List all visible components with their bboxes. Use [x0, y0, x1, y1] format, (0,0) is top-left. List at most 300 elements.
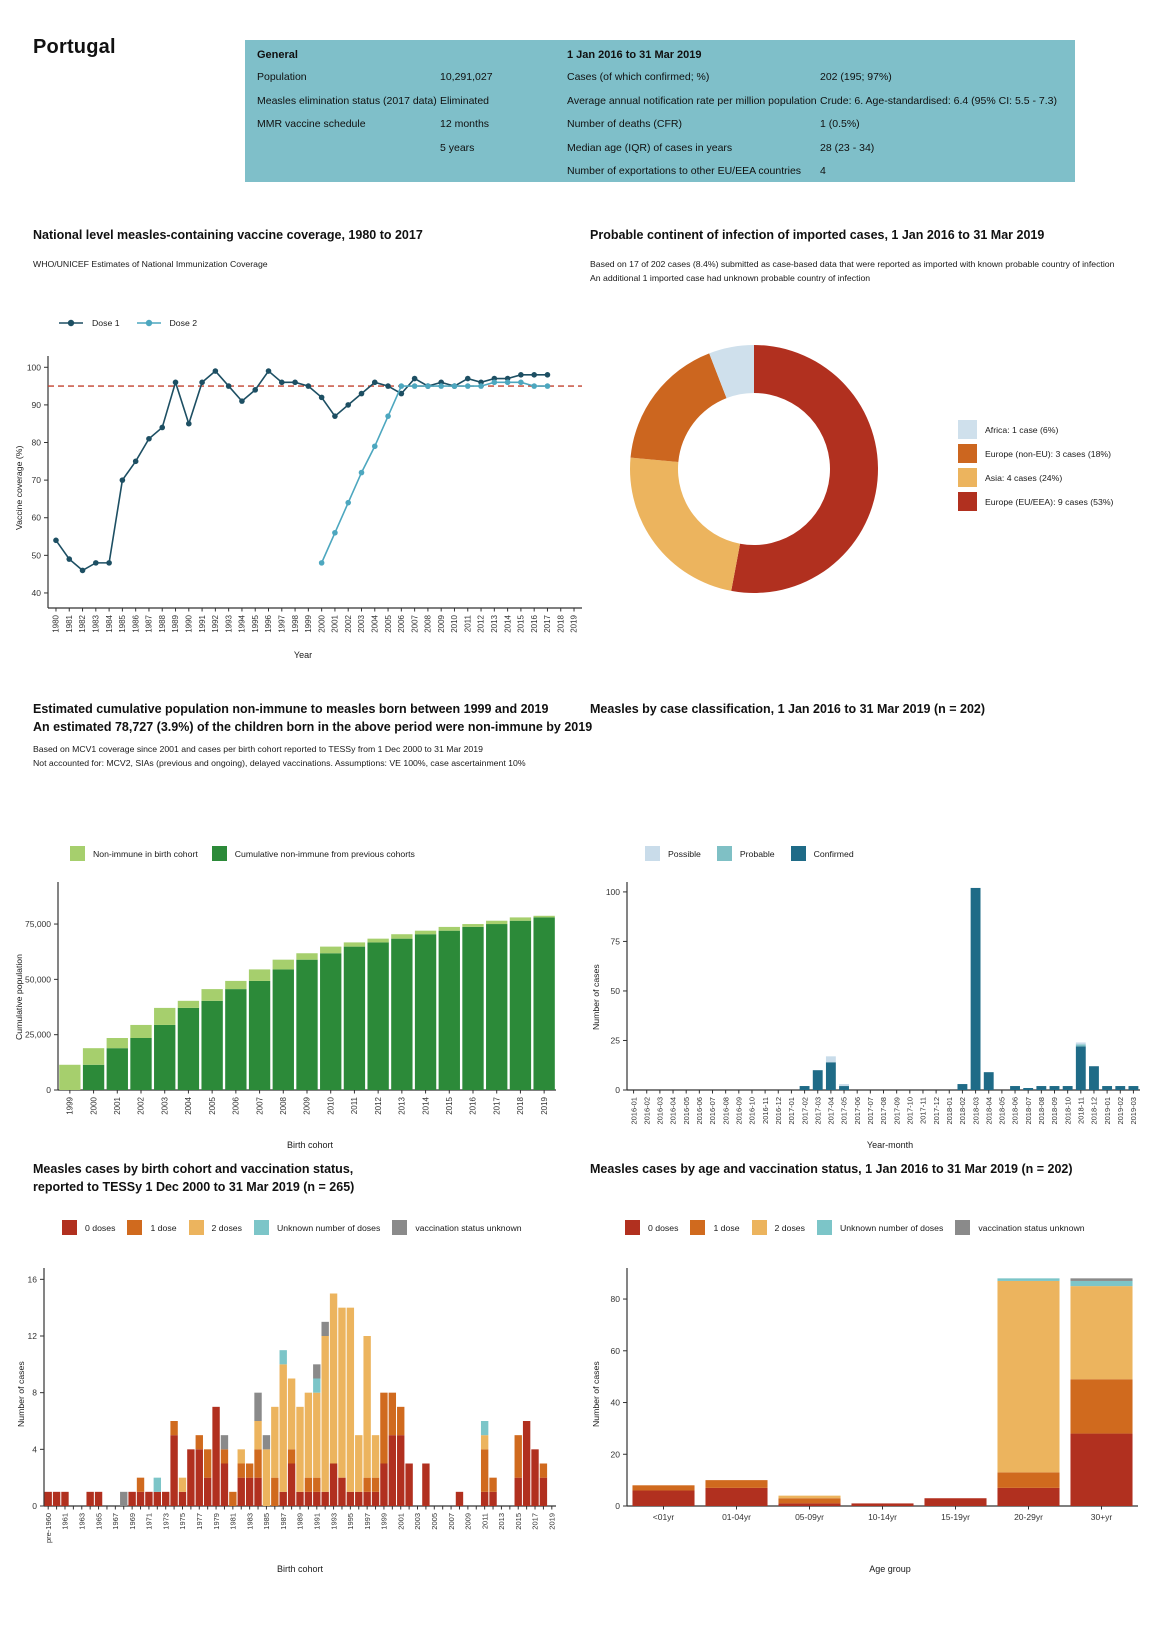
bar-segment: [380, 1464, 387, 1507]
bar-segment: [531, 1449, 538, 1506]
bar-segment: [179, 1478, 186, 1492]
legend-item: [254, 1220, 380, 1235]
x-tick-label: 2018-10: [1063, 1097, 1073, 1125]
chart-subtitle: Based on 17 of 202 cases (8.4%) submitted as case-based data that were reported as imported with known probable country of infection: [590, 259, 1115, 269]
legend-item: [817, 1220, 943, 1235]
bar-segment: [1089, 1066, 1099, 1090]
bar-segment: [321, 1492, 328, 1506]
legend-item: [62, 1220, 115, 1235]
bar-segment: [415, 931, 436, 935]
legend-swatch: [958, 444, 977, 463]
x-axis-label: Year: [293, 650, 313, 660]
bar-segment: [924, 1498, 986, 1506]
bar-segment: [363, 1336, 370, 1478]
legend-swatch: [791, 846, 806, 861]
x-tick-label: 1989: [295, 1513, 305, 1530]
bar-segment: [137, 1478, 144, 1492]
bar-segment: [1128, 1086, 1138, 1090]
data-point: [53, 537, 59, 543]
data-point: [465, 376, 471, 382]
x-tick-label: 2005: [383, 615, 393, 633]
legend-label: Possible: [668, 848, 701, 859]
x-tick-label: 1969: [127, 1513, 137, 1530]
bar-segment: [313, 1364, 320, 1378]
x-tick-label: 2013: [497, 1513, 507, 1530]
chart-subtitle: Based on MCV1 coverage since 2001 and cases per birth cohort reported to TESSy from 1 Dec 2000 to 31 Mar 2019: [33, 744, 483, 754]
info-label: MMR vaccine schedule: [257, 118, 366, 130]
nonimmune-plot: [10, 872, 570, 1160]
y-tick-label: 16: [27, 1274, 37, 1285]
x-tick-label: 2016-08: [721, 1097, 731, 1125]
legend-swatch: [62, 1220, 77, 1235]
data-point: [518, 380, 524, 386]
bar-segment: [107, 1038, 128, 1048]
bar-segment: [344, 947, 365, 1090]
legend-swatch: [189, 1220, 204, 1235]
x-tick-label: 1989: [171, 615, 181, 633]
bar-segment: [296, 953, 317, 959]
x-tick-label: 2013: [397, 1097, 407, 1115]
legend-label: 2 doses: [774, 1222, 805, 1233]
bar-segment: [481, 1449, 488, 1492]
x-tick-label: 2017-07: [866, 1097, 876, 1125]
data-point: [306, 383, 312, 389]
x-tick-label: 2017-01: [787, 1097, 797, 1125]
y-axis-label: Number of cases: [591, 1361, 601, 1427]
x-tick-label: pre-1960: [43, 1513, 53, 1544]
x-tick-label: 2017-02: [800, 1097, 810, 1125]
legend-item: [127, 1220, 176, 1235]
bar-segment: [229, 1492, 236, 1506]
info-row: [567, 118, 1072, 142]
bar-segment: [347, 1492, 354, 1506]
bar-segment: [1070, 1286, 1132, 1379]
x-tick-label: 2011: [350, 1097, 360, 1115]
legend-item: [645, 846, 701, 861]
x-tick-label: 1961: [60, 1513, 70, 1530]
bar-segment: [53, 1492, 60, 1506]
bar-segment: [221, 1449, 228, 1463]
legend-item: [958, 492, 1113, 511]
bar-segment: [439, 931, 460, 1090]
data-point: [438, 383, 444, 389]
info-row: [257, 95, 569, 119]
bar-segment: [1023, 1088, 1033, 1090]
info-value: 202 (195; 97%): [820, 71, 892, 83]
bar-segment: [95, 1492, 102, 1506]
legend-swatch: [625, 1220, 640, 1235]
chart-title: National level measles-containing vaccine coverage, 1980 to 2017: [33, 228, 423, 242]
chart-title: An estimated 78,727 (3.9%) of the children born in the above period were non-immune by 2019: [33, 720, 593, 734]
nonimmune-legend: [70, 846, 415, 861]
bar-segment: [405, 1464, 412, 1507]
summary-info-box: [245, 40, 1075, 182]
x-tick-label: 2010: [326, 1097, 336, 1115]
info-row: [567, 165, 1072, 189]
legend-line-marker: [136, 318, 162, 328]
bar-segment: [178, 1008, 199, 1090]
x-tick-label: 30+yr: [1090, 1512, 1113, 1522]
bar-segment: [826, 1062, 836, 1090]
bar-segment: [486, 921, 507, 924]
data-point: [186, 421, 192, 427]
bar-segment: [540, 1464, 547, 1478]
bar-segment: [170, 1421, 177, 1435]
x-tick-label: 1991: [312, 1513, 322, 1530]
bar-segment: [254, 1421, 261, 1449]
y-tick-label: 0: [615, 1501, 620, 1511]
data-point: [412, 383, 418, 389]
data-point: [146, 436, 152, 442]
continent-legend: [958, 420, 1113, 516]
data-point: [465, 383, 471, 389]
x-tick-label: 2017-11: [918, 1097, 928, 1124]
x-tick-label: 2016-11: [760, 1097, 770, 1124]
x-tick-label: 2004: [184, 1097, 194, 1115]
x-tick-label: 2017-05: [839, 1097, 849, 1125]
data-point: [332, 413, 338, 419]
legend-swatch: [392, 1220, 407, 1235]
info-label: Average annual notification rate per million population: [567, 94, 817, 107]
bar-segment: [130, 1025, 151, 1038]
bar-segment: [826, 1056, 836, 1062]
y-tick-label: 25,000: [25, 1029, 51, 1040]
x-tick-label: 2000: [89, 1097, 99, 1115]
bar-segment: [397, 1435, 404, 1506]
x-tick-label: 1981: [228, 1513, 238, 1530]
x-tick-label: 2019: [539, 1097, 549, 1115]
bar-segment: [632, 1485, 694, 1490]
info-row: [257, 71, 569, 95]
data-point: [173, 380, 179, 386]
legend-item: [136, 318, 198, 328]
x-tick-label: 2008: [278, 1097, 288, 1115]
bar-segment: [196, 1435, 203, 1449]
bar-segment: [391, 939, 412, 1090]
x-tick-label: 1997: [362, 1513, 372, 1530]
x-tick-label: 2014: [503, 615, 513, 633]
bar-segment: [344, 942, 365, 946]
bar-segment: [1102, 1086, 1112, 1090]
bar-segment: [178, 1001, 199, 1008]
x-tick-label: 1999: [379, 1513, 389, 1530]
data-point: [159, 425, 165, 431]
y-tick-label: 50: [31, 550, 41, 561]
x-tick-label: 1999: [304, 615, 314, 633]
bar-segment: [851, 1503, 913, 1506]
cohort-legend: [62, 1220, 522, 1235]
chart-title: Measles cases by age and vaccination status, 1 Jan 2016 to 31 Mar 2019 (n = 202): [590, 1162, 1073, 1176]
legend-label: 0 doses: [648, 1222, 679, 1233]
x-tick-label: 2014: [421, 1097, 431, 1115]
age-legend: [625, 1220, 1085, 1235]
x-tick-label: 1993: [224, 615, 234, 633]
info-period-column: [567, 49, 1072, 189]
x-tick-label: 2017-06: [852, 1097, 862, 1125]
bar-segment: [154, 1025, 175, 1090]
x-tick-label: 2016-04: [668, 1097, 678, 1125]
x-tick-label: 2016-05: [681, 1097, 691, 1125]
x-tick-label: 1983: [91, 615, 101, 633]
legend-swatch: [958, 420, 977, 439]
legend-label: Unknown number of doses: [276, 1222, 381, 1233]
bar-segment: [330, 1294, 337, 1464]
bar-segment: [456, 1492, 463, 1506]
cohort-chart-section: [10, 1162, 570, 1636]
bar-segment: [187, 1449, 194, 1506]
coverage-plot: [10, 344, 596, 674]
bar-segment: [288, 1464, 295, 1507]
bar-segment: [489, 1478, 496, 1492]
x-tick-label: 1996: [264, 615, 274, 633]
bar-segment: [355, 1435, 362, 1492]
x-tick-label: 1980: [51, 615, 61, 633]
x-tick-label: 2015: [513, 1513, 523, 1530]
legend-item: [958, 444, 1113, 463]
info-row: [567, 71, 1072, 95]
bar-segment: [280, 1350, 287, 1364]
x-tick-label: 20-29yr: [1014, 1512, 1043, 1522]
bar-segment: [462, 927, 483, 1090]
data-point: [478, 383, 484, 389]
data-point: [531, 383, 537, 389]
legend-label: Asia: 4 cases (24%): [985, 472, 1063, 483]
bar-segment: [367, 939, 388, 943]
info-label: Median age (IQR) of cases in years: [567, 141, 733, 154]
cohort-plot-slot: [10, 1254, 570, 1589]
bar-segment: [997, 1278, 1059, 1281]
cohort-plot: [10, 1254, 570, 1584]
bar-segment: [1115, 1086, 1125, 1090]
y-tick-label: 12: [27, 1331, 37, 1341]
legend-item: [189, 1220, 242, 1235]
donut-slice: [631, 353, 727, 462]
chart-title: Estimated cumulative population non-immune to measles born between 1999 and 2019: [33, 702, 549, 716]
data-point: [492, 380, 498, 386]
x-tick-label: 05-09yr: [795, 1512, 824, 1522]
data-point: [345, 500, 351, 506]
y-tick-label: 75,000: [25, 919, 51, 930]
bar-segment: [984, 1072, 994, 1090]
bar-segment: [154, 1008, 175, 1025]
x-axis-label: Year-month: [866, 1140, 914, 1150]
page-title: Portugal: [33, 36, 116, 58]
legend-swatch: [70, 846, 85, 861]
x-tick-label: 1967: [111, 1513, 121, 1530]
bar-segment: [128, 1492, 135, 1506]
y-tick-label: 90: [31, 399, 41, 410]
bar-segment: [201, 1001, 222, 1090]
x-tick-label: 1995: [250, 615, 260, 633]
data-point: [399, 383, 405, 389]
chart-title: Probable continent of infection of imported cases, 1 Jan 2016 to 31 Mar 2019: [590, 228, 1045, 242]
info-value: 1 (0.5%): [820, 118, 860, 130]
bar-segment: [273, 969, 294, 1090]
legend-item: [690, 1220, 739, 1235]
x-tick-label: 1981: [64, 615, 74, 633]
y-tick-label: 0: [615, 1085, 620, 1095]
legend-item: [958, 468, 1113, 487]
y-tick-label: 70: [31, 475, 41, 486]
info-row: [567, 95, 1072, 119]
x-tick-label: 2019-01: [1102, 1097, 1112, 1125]
bar-segment: [254, 1449, 261, 1477]
classification-plot-slot: [585, 872, 1150, 1165]
legend-swatch: [254, 1220, 269, 1235]
x-tick-label: 2015: [516, 615, 526, 633]
x-tick-label: 2018-09: [1050, 1097, 1060, 1125]
bar-segment: [338, 1308, 345, 1478]
data-point: [359, 470, 365, 476]
x-tick-label: 2010: [450, 615, 460, 633]
legend-swatch: [752, 1220, 767, 1235]
x-tick-label: 1992: [211, 615, 221, 633]
bar-segment: [389, 1435, 396, 1506]
x-tick-label: 2000: [317, 615, 327, 633]
x-tick-label: 2006: [397, 615, 407, 633]
bar-segment: [212, 1407, 219, 1506]
legend-swatch: [212, 846, 227, 861]
bar-segment: [288, 1449, 295, 1463]
x-tick-label: 2004: [370, 615, 380, 633]
data-point: [372, 443, 378, 449]
info-label: Number of exportations to other EU/EEA countries: [567, 165, 802, 177]
data-point: [385, 383, 391, 389]
bar-segment: [1076, 1042, 1086, 1044]
x-tick-label: 2009: [302, 1097, 312, 1115]
bar-segment: [45, 1492, 52, 1506]
chart-subtitle: Not accounted for: MCV2, SIAs (previous and ongoing), delayed vaccinations. Assumptions: VE 100%, case ascertainment 10%: [33, 758, 526, 768]
data-point: [518, 372, 524, 378]
x-tick-label: 2017-03: [813, 1097, 823, 1125]
data-point: [345, 402, 351, 408]
legend-item: [717, 846, 775, 861]
chart-title: Measles by case classification, 1 Jan 2016 to 31 Mar 2019 (n = 202): [590, 702, 986, 716]
data-point: [133, 459, 139, 465]
bar-segment: [249, 981, 270, 1090]
x-tick-label: 2016-07: [708, 1097, 718, 1125]
x-tick-label: 2018: [556, 615, 566, 633]
legend-swatch: [690, 1220, 705, 1235]
x-tick-label: 2017-04: [826, 1097, 836, 1125]
x-tick-label: 15-19yr: [941, 1512, 970, 1522]
x-tick-label: 2001: [112, 1097, 122, 1115]
bar-segment: [137, 1492, 144, 1506]
bar-segment: [330, 1464, 337, 1507]
chart-title: reported to TESSy 1 Dec 2000 to 31 Mar 2019 (n = 265): [33, 1180, 355, 1194]
y-tick-label: 40: [610, 1397, 620, 1408]
age-chart-section: [585, 1162, 1155, 1636]
bar-segment: [238, 1464, 245, 1478]
data-point: [199, 380, 205, 386]
bar-segment: [320, 953, 341, 1090]
x-tick-label: 10-14yr: [868, 1512, 897, 1522]
bar-segment: [389, 1393, 396, 1436]
bar-segment: [515, 1435, 522, 1478]
bar-segment: [254, 1393, 261, 1421]
y-tick-label: 0: [46, 1085, 51, 1095]
bar-segment: [320, 947, 341, 954]
data-point: [505, 380, 511, 386]
data-point: [213, 368, 219, 374]
x-tick-label: 2011: [463, 615, 473, 633]
bar-segment: [86, 1492, 93, 1506]
x-tick-label: 2005: [207, 1097, 217, 1115]
bar-segment: [1010, 1086, 1020, 1090]
bar-segment: [321, 1336, 328, 1492]
nonimmune-chart-section: [10, 690, 593, 1160]
bar-segment: [540, 1478, 547, 1506]
info-period-title: 1 Jan 2016 to 31 Mar 2019: [567, 49, 702, 61]
x-tick-label: 2016-10: [747, 1097, 757, 1125]
info-general-title: General: [257, 49, 298, 61]
x-tick-label: 2008: [423, 615, 433, 633]
y-tick-label: 75: [610, 936, 620, 947]
classification-legend: [645, 846, 854, 861]
legend-label: Unknown number of doses: [839, 1222, 944, 1233]
bar-segment: [372, 1478, 379, 1492]
bar-segment: [221, 1435, 228, 1449]
x-tick-label: 2018-12: [1089, 1097, 1099, 1125]
bar-segment: [1076, 1044, 1086, 1046]
bar-segment: [481, 1421, 488, 1435]
bar-segment: [778, 1503, 840, 1506]
x-tick-label: 2009: [436, 615, 446, 633]
bar-segment: [363, 1492, 370, 1506]
bar-segment: [397, 1407, 404, 1435]
legend-label: Europe (EU/EEA): 9 cases (53%): [985, 496, 1114, 507]
bar-segment: [271, 1478, 278, 1506]
x-tick-label: 2002: [343, 615, 353, 633]
data-point: [120, 477, 126, 483]
x-tick-label: 1973: [161, 1513, 171, 1530]
legend-swatch: [955, 1220, 970, 1235]
chart-title: Measles cases by birth cohort and vaccination status,: [33, 1162, 354, 1176]
bar-segment: [107, 1048, 128, 1090]
info-value: 10,291,027: [440, 71, 493, 83]
bar-segment: [523, 1421, 530, 1506]
x-tick-label: 2017-10: [905, 1097, 915, 1125]
y-tick-label: 80: [610, 1294, 620, 1305]
continent-donut: [625, 340, 883, 598]
x-tick-label: 1999: [65, 1097, 75, 1115]
bar-segment: [170, 1435, 177, 1506]
x-tick-label: 2018-08: [1037, 1097, 1047, 1125]
bar-segment: [296, 1407, 303, 1492]
x-tick-label: 2018: [516, 1097, 526, 1115]
legend-label: Dose 2: [169, 318, 198, 328]
bar-segment: [271, 1407, 278, 1478]
bar-segment: [83, 1065, 104, 1090]
bar-segment: [321, 1322, 328, 1336]
data-point: [452, 383, 458, 389]
legend-item: [958, 420, 1113, 439]
bar-segment: [61, 1492, 68, 1506]
bar-segment: [422, 1464, 429, 1507]
x-tick-label: 2003: [357, 615, 367, 633]
x-tick-label: 2001: [396, 1513, 406, 1530]
legend-swatch: [645, 846, 660, 861]
x-tick-label: 2003: [413, 1513, 423, 1530]
data-point: [239, 398, 245, 404]
bar-segment: [204, 1478, 211, 1506]
bar-segment: [778, 1498, 840, 1503]
bar-segment: [225, 989, 246, 1090]
coverage-chart-section: [10, 228, 579, 678]
x-tick-label: 2003: [160, 1097, 170, 1115]
bar-segment: [263, 1449, 270, 1506]
y-axis-label: Vaccine coverage (%): [14, 445, 24, 530]
